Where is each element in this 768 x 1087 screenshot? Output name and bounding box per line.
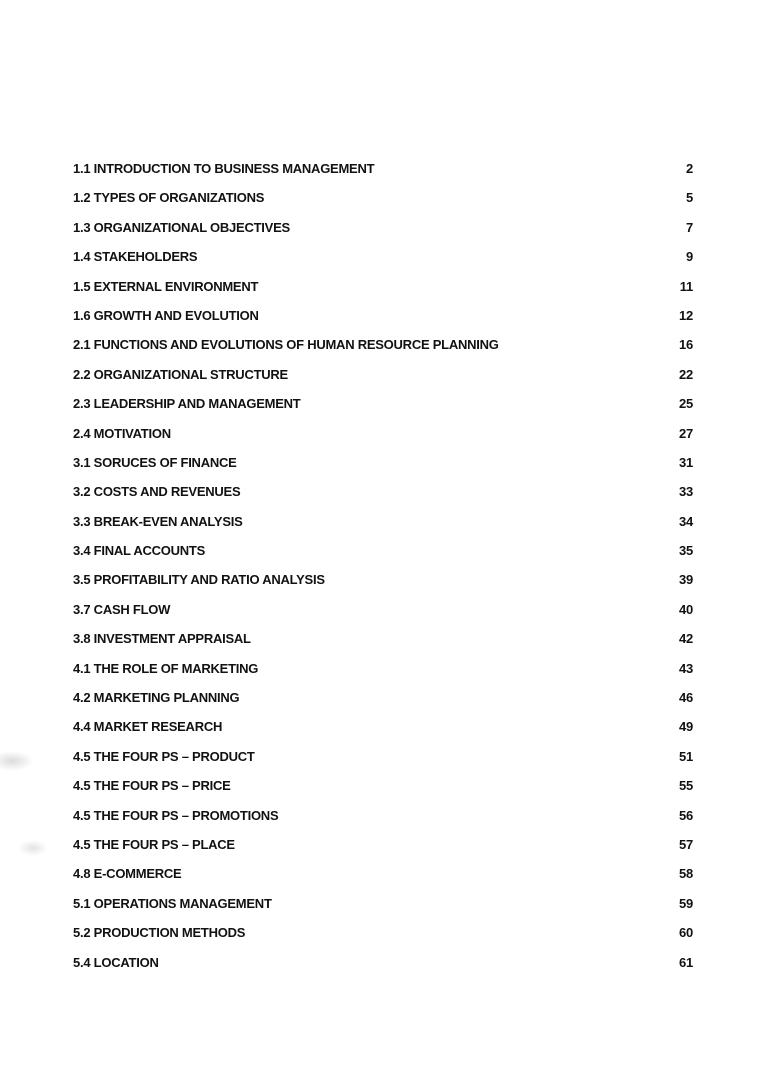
toc-entry-page-number: 46	[679, 690, 693, 706]
toc-entry-title: 4.4 MARKET RESEARCH	[73, 719, 223, 735]
toc-entry-title: 5.2 PRODUCTION METHODS	[73, 925, 246, 941]
toc-entry-title: 3.4 FINAL ACCOUNTS	[73, 543, 206, 559]
toc-entry-page-number: 51	[679, 748, 693, 764]
toc-entry-title: 4.5 THE FOUR PS – PRICE	[73, 778, 231, 794]
toc-entry-page-number: 22	[679, 366, 693, 382]
toc-entry-title: 4.8 E-COMMERCE	[73, 866, 182, 882]
toc-entry	[73, 396, 693, 425]
toc-entry-page-number: 55	[679, 778, 693, 794]
toc-entry	[73, 808, 693, 837]
toc-entry-page-number: 42	[679, 631, 693, 647]
toc-entry-page-number: 39	[679, 572, 693, 588]
toc-entry-title: 1.3 ORGANIZATIONAL OBJECTIVES	[73, 219, 290, 235]
toc-entry-title: 4.5 THE FOUR PS – PROMOTIONS	[73, 807, 279, 823]
toc-entry-title: 4.2 MARKETING PLANNING	[73, 690, 240, 706]
toc-entry-title: 3.1 SORUCES OF FINANCE	[73, 454, 237, 470]
toc-entry-page-number: 59	[679, 895, 693, 911]
toc-entry-title: 1.2 TYPES OF ORGANIZATIONS	[73, 190, 265, 206]
toc-entry	[73, 543, 693, 572]
toc-entry-title: 3.2 COSTS AND REVENUES	[73, 484, 241, 500]
toc-entry-page-number: 16	[679, 337, 693, 353]
toc-entry	[73, 484, 693, 513]
toc-entry-title: 2.2 ORGANIZATIONAL STRUCTURE	[73, 366, 288, 382]
toc-entry-page-number: 61	[679, 954, 693, 970]
toc-entry	[73, 572, 693, 601]
toc-entry-page-number: 5	[686, 190, 693, 206]
toc-entry-page-number: 35	[679, 543, 693, 559]
toc-entry-title: 4.5 THE FOUR PS – PRODUCT	[73, 748, 255, 764]
toc-entry	[73, 778, 693, 807]
toc-entry-page-number: 49	[679, 719, 693, 735]
toc-entry-title: 5.1 OPERATIONS MANAGEMENT	[73, 895, 272, 911]
toc-entry	[73, 249, 693, 278]
toc-entry-page-number: 57	[679, 836, 693, 852]
toc-entry-page-number: 60	[679, 925, 693, 941]
toc-entry-title: 1.5 EXTERNAL ENVIRONMENT	[73, 278, 259, 294]
toc-entry-page-number: 7	[686, 219, 693, 235]
toc-entry-page-number: 43	[679, 660, 693, 676]
toc-entry-title: 4.1 THE ROLE OF MARKETING	[73, 660, 259, 676]
toc-entry	[73, 661, 693, 690]
toc-entry	[73, 925, 693, 954]
table-of-contents	[73, 161, 693, 984]
toc-entry-title: 4.5 THE FOUR PS – PLACE	[73, 836, 235, 852]
toc-entry	[73, 690, 693, 719]
toc-entry	[73, 866, 693, 895]
toc-entry-title: 3.3 BREAK-EVEN ANALYSIS	[73, 513, 243, 529]
toc-entry-title: 3.7 CASH FLOW	[73, 601, 171, 617]
toc-entry	[73, 719, 693, 748]
toc-entry-page-number: 27	[679, 425, 693, 441]
scan-artifact	[0, 751, 34, 771]
toc-entry-title: 2.4 MOTIVATION	[73, 425, 171, 441]
toc-entry-title: 3.8 INVESTMENT APPRAISAL	[73, 631, 251, 647]
toc-entry	[73, 896, 693, 925]
toc-entry	[73, 455, 693, 484]
toc-entry-page-number: 11	[679, 278, 693, 294]
toc-entry	[73, 631, 693, 660]
toc-entry-page-number: 33	[679, 484, 693, 500]
toc-entry-page-number: 58	[679, 866, 693, 882]
toc-entry-page-number: 34	[679, 513, 693, 529]
toc-entry	[73, 190, 693, 219]
toc-entry	[73, 220, 693, 249]
toc-entry-page-number: 12	[679, 307, 693, 323]
toc-entry-page-number: 40	[679, 601, 693, 617]
toc-entry	[73, 308, 693, 337]
toc-entry	[73, 337, 693, 366]
toc-entry-page-number: 2	[686, 161, 693, 176]
toc-entry	[73, 426, 693, 455]
toc-entry-title: 2.1 FUNCTIONS AND EVOLUTIONS OF HUMAN RESOURCE PLANNING	[73, 337, 499, 353]
toc-entry	[73, 367, 693, 396]
toc-entry-title: 1.6 GROWTH AND EVOLUTION	[73, 307, 259, 323]
toc-entry-page-number: 9	[686, 249, 693, 265]
toc-entry-title: 2.3 LEADERSHIP AND MANAGEMENT	[73, 396, 301, 412]
toc-entry-title: 1.1 INTRODUCTION TO BUSINESS MANAGEMENT	[73, 161, 375, 176]
scan-artifact	[18, 840, 48, 856]
toc-entry	[73, 602, 693, 631]
toc-entry-page-number: 56	[679, 807, 693, 823]
toc-entry-title: 1.4 STAKEHOLDERS	[73, 249, 198, 265]
toc-entry	[73, 955, 693, 984]
toc-entry-page-number: 31	[679, 454, 693, 470]
toc-entry-page-number: 25	[679, 396, 693, 412]
toc-entry	[73, 749, 693, 778]
toc-entry	[73, 161, 693, 190]
toc-entry	[73, 279, 693, 308]
toc-entry-title: 5.4 LOCATION	[73, 954, 159, 970]
toc-entry	[73, 837, 693, 866]
toc-entry	[73, 514, 693, 543]
toc-entry-title: 3.5 PROFITABILITY AND RATIO ANALYSIS	[73, 572, 325, 588]
